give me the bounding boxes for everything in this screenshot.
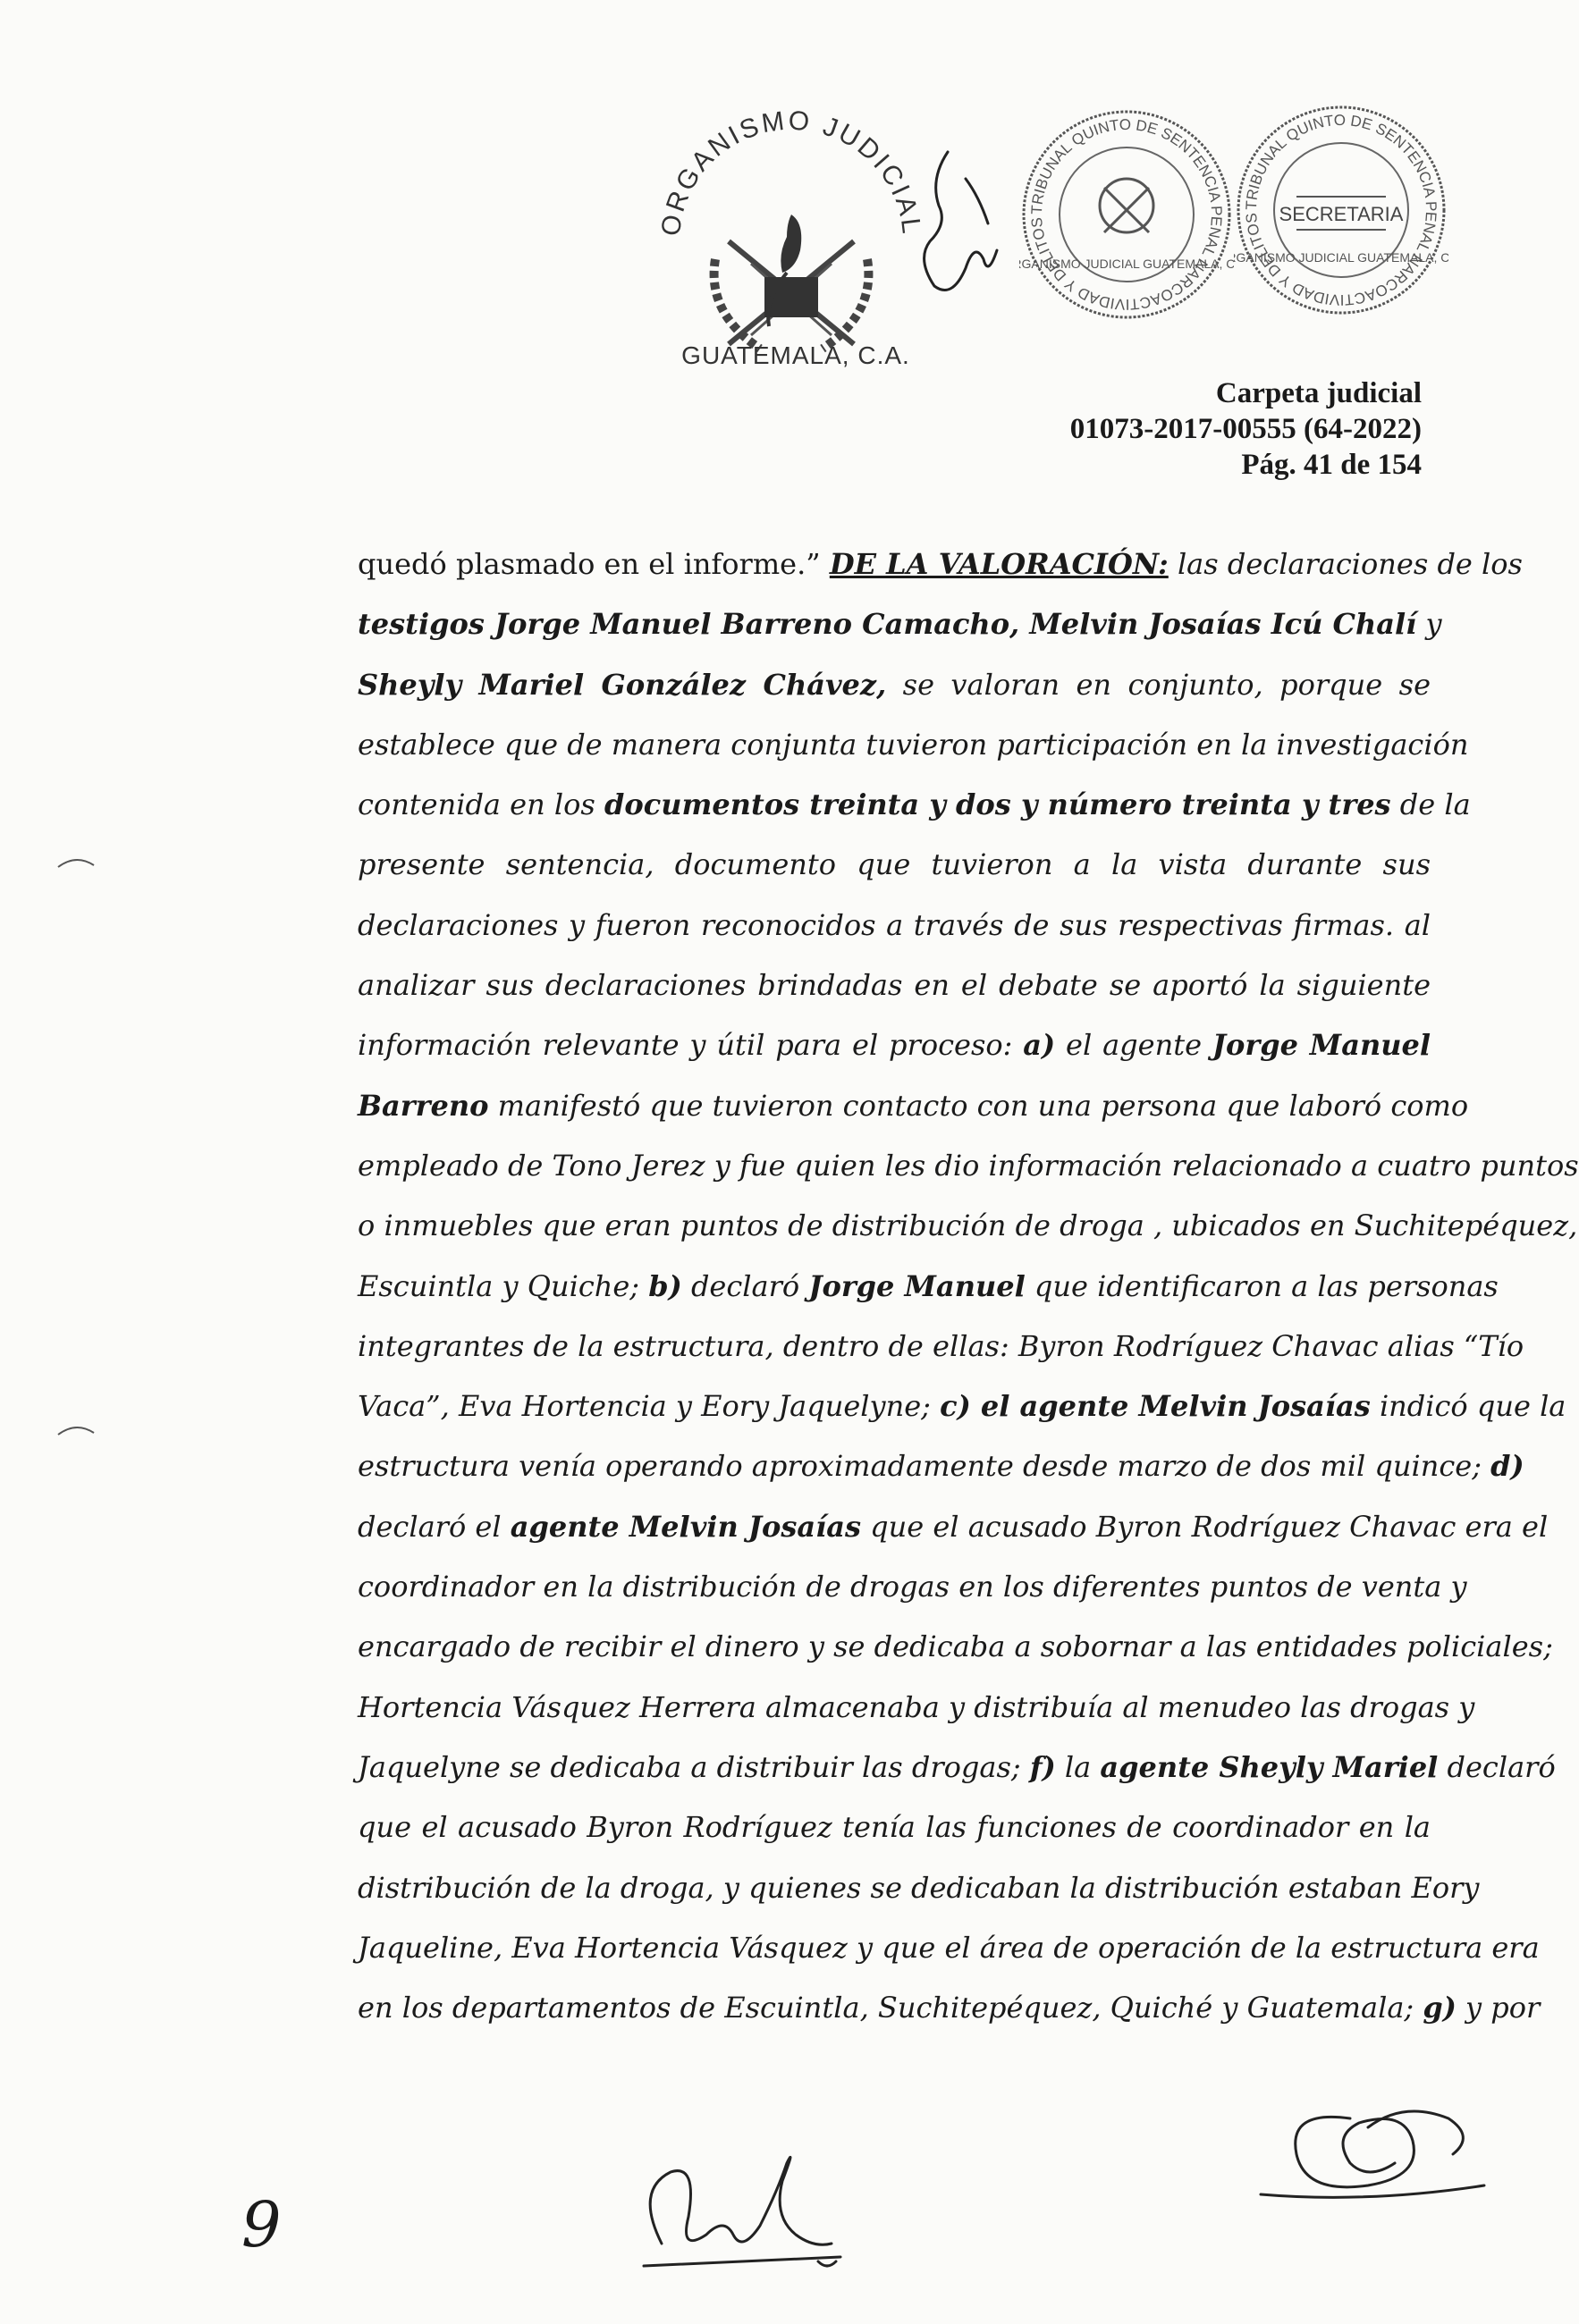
body-line: Hortencia Vásquez Herrera almacenaba y distribuía al menudeo las drogas y <box>358 1689 1475 1724</box>
body-line: Sheyly Mariel González Chávez, se valoran en conjunto, porque se <box>358 667 1431 702</box>
seal-right-ring-text: TRIBUNAL QUINTO DE SENTENCIA PENAL NARCOACTIVIDAD Y DELITOS <box>1242 111 1440 309</box>
tribunal-seal-left <box>1019 107 1234 322</box>
signature-center <box>626 2136 858 2288</box>
body-line: declaró el agente Melvin Josaías que el acusado Byron Rodríguez Chavac era el <box>358 1509 1549 1544</box>
body-line: quedó plasmado en el informe.” DE LA VALORACIÓN: las declaraciones de los <box>358 547 1523 581</box>
body-line: integrantes de la estructura, dentro de ellas: Byron Rodríguez Chavac alias “Tío <box>358 1328 1524 1363</box>
document-body <box>358 535 1579 2038</box>
handwritten-initial-top <box>912 143 1010 304</box>
body-line: o inmuebles que eran puntos de distribución de droga , ubicados en Suchitepéquez, <box>358 1208 1578 1243</box>
body-line: Jaquelyne se dedicaba a distribuir las drogas; f) la agente Sheyly Mariel declaró <box>358 1749 1556 1784</box>
judicial-emblem <box>644 107 939 375</box>
handwritten-page-number: 9 <box>241 2188 282 2261</box>
body-line: establece que de manera conjunta tuvieron participación en la investigación <box>358 727 1469 762</box>
body-line: Barreno manifestó que tuvieron contacto con una persona que laboró como <box>358 1088 1469 1123</box>
seal-left-bottom-text: GANISMO JUDICIAL GUATEMALA, C <box>1021 257 1234 271</box>
page-indicator: Pág. 41 de 154 <box>1241 449 1422 481</box>
body-line: coordinador en la distribución de drogas en los diferentes puntos de venta y <box>358 1570 1467 1604</box>
seal-right-center-text: SECRETARIA <box>1279 203 1404 225</box>
tribunal-seal-right <box>1234 103 1448 317</box>
body-line: Vaca”, Eva Hortencia y Eory Jaquelyne; c) el agente Melvin Josaías indicó que la <box>358 1389 1566 1424</box>
body-line: Escuintla y Quiche; b) declaró Jorge Manuel que identificaron a las personas <box>358 1268 1499 1303</box>
seal-left-ring-text: TRIBUNAL QUINTO DE SENTENCIA PENAL NARCOACTIVIDAD Y DELITOS <box>1027 115 1226 314</box>
case-header <box>1070 375 1422 483</box>
body-line: en los departamentos de Escuintla, Suchitepéquez, Quiché y Guatemala; g) y por <box>358 1991 1541 2025</box>
margin-mark <box>54 1417 98 1444</box>
body-line: empleado de Tono Jerez y fue quien les dio información relacionado a cuatro puntos <box>358 1148 1579 1183</box>
signature-right <box>1234 2092 1493 2217</box>
body-line: encargado de recibir el dinero y se dedicaba a sobornar a las entidades policiales; <box>358 1629 1553 1664</box>
margin-mark <box>54 849 98 876</box>
body-line: testigos Jorge Manuel Barreno Camacho, Melvin Josaías Icú Chalí y <box>358 607 1442 642</box>
body-line: distribución de la droga, y quienes se dedicaban la distribución estaban Eory <box>358 1870 1480 1905</box>
emblem-caption: GUATEMALA, C.A. <box>681 341 910 369</box>
body-line: analizar sus declaraciones brindadas en el debate se aportó la siguiente <box>358 968 1431 1003</box>
emblem-arc-text: ORGANISMO JUDICIAL <box>655 107 927 238</box>
body-line: presente sentencia, documento que tuvieron a la vista durante sus <box>358 847 1431 882</box>
body-line: contenida en los documentos treinta y dos y número treinta y tres de la <box>358 787 1471 822</box>
body-line: información relevante y útil para el proceso: a) el agente Jorge Manuel <box>358 1028 1431 1063</box>
seal-right-bottom-text: GANISMO JUDICIAL GUATEMALA, C <box>1236 250 1448 265</box>
body-line: que el acusado Byron Rodríguez tenía las funciones de coordinador en la <box>358 1810 1431 1845</box>
body-line: declaraciones y fueron reconocidos a través de sus respectivas firmas. al <box>358 907 1431 942</box>
body-line: estructura venía operando aproximadamente desde marzo de dos mil quince; d) <box>358 1449 1524 1484</box>
case-number: 01073-2017-00555 (64-2022) <box>1069 413 1422 445</box>
body-line: Jaqueline, Eva Hortencia Vásquez y que el área de operación de la estructura era <box>358 1930 1540 1965</box>
case-label: Carpeta judicial <box>1215 377 1422 409</box>
